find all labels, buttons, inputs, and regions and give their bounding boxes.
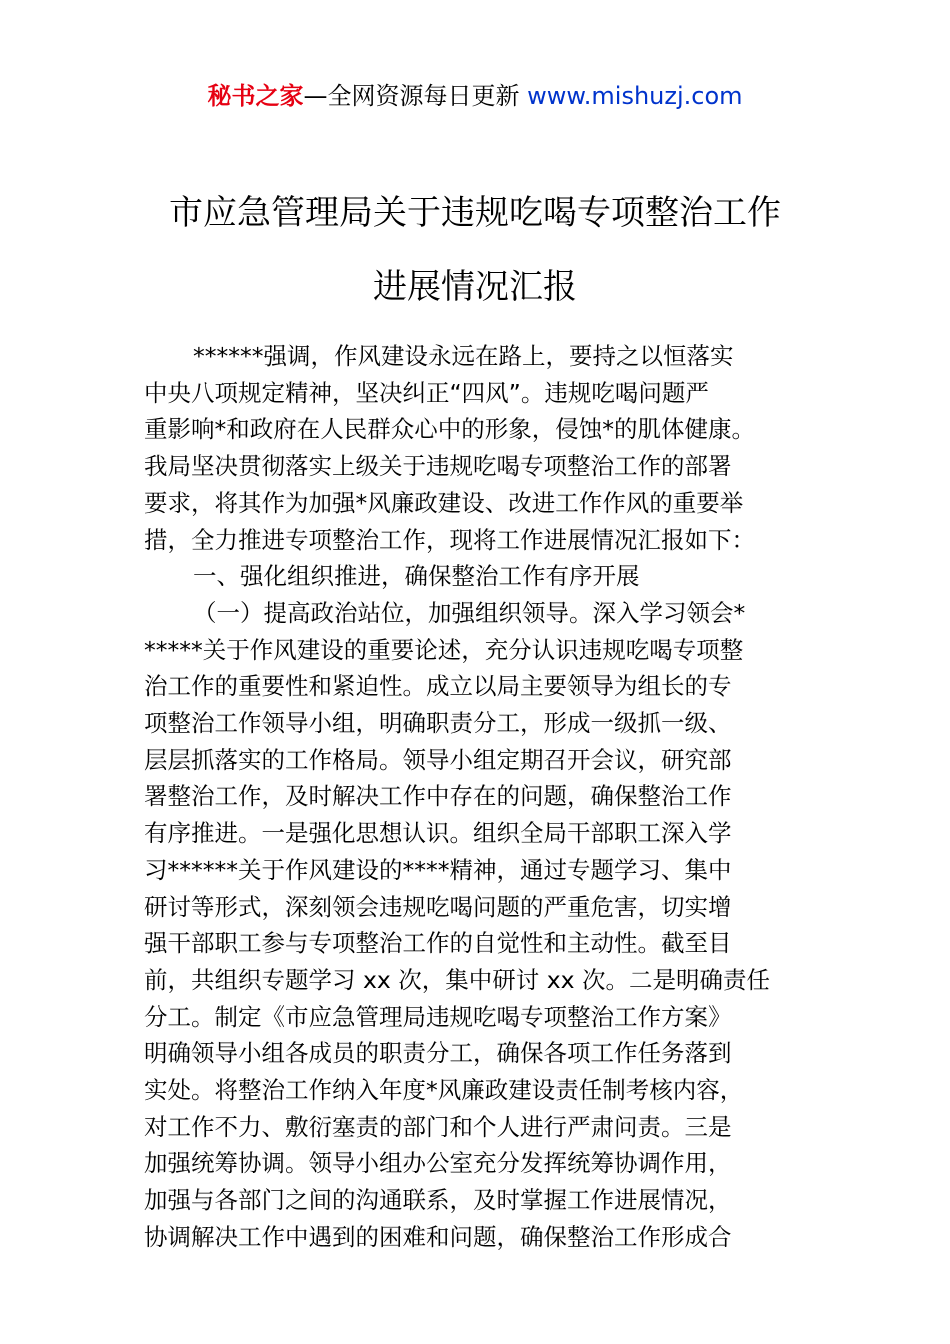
body-line: 中央八项规定精神，坚决纠正“四风”。违规吃喝问题严 — [144, 378, 709, 407]
body-line: 分工。制定《市应急管理局违规吃喝专项整治工作方案》 — [144, 1002, 732, 1031]
body-line: 要求，将其作为加强*风廉政建设、改进工作作风的重要举 — [144, 488, 744, 517]
section-heading: 一、强化组织推进，确保整治工作有序开展 — [193, 562, 640, 591]
body-line: 对工作不力、敷衍塞责的部门和个人进行严肃问责。三是 — [144, 1112, 732, 1141]
body-line: 加强与各部门之间的沟通联系，及时掌握工作进展情况， — [144, 1186, 732, 1215]
body-line: 治工作的重要性和紧迫性。成立以局主要领导为组长的专 — [144, 672, 732, 701]
body-line: 项整治工作领导小组，明确职责分工，形成一级抓一级、 — [144, 709, 732, 738]
body-line: *****关于作风建设的重要论述，充分认识违规吃喝专项整 — [144, 635, 744, 664]
brand-name: 秘书之家 — [207, 82, 304, 110]
body-line: 实处。将整治工作纳入年度*风廉政建设责任制考核内容， — [144, 1076, 744, 1105]
body-line: 习******关于作风建设的****精神，通过专题学习、集中 — [144, 855, 732, 884]
document-title — [0, 176, 950, 324]
body-line: 明确领导小组各成员的职责分工，确保各项工作任务落到 — [144, 1039, 732, 1068]
body-line: 重影响*和政府在人民群众心中的形象，侵蚀*的肌体健康。 — [144, 415, 755, 444]
body-line: 研讨等形式，深刻领会违规吃喝问题的严重危害，切实增 — [144, 892, 732, 921]
body-line: 加强统筹协调。领导小组办公室充分发挥统筹协调作用， — [144, 1149, 732, 1178]
body-line: 前，共组织专题学习 xx 次，集中研讨 xx 次。二是明确责任 — [144, 965, 771, 994]
body-line: 层层抓落实的工作格局。领导小组定期召开会议，研究部 — [144, 745, 732, 774]
body-line: 我局坚决贯彻落实上级关于违规吃喝专项整治工作的部署 — [144, 452, 732, 481]
site-header — [0, 78, 950, 114]
title-line-2: 进展情况汇报 — [373, 267, 577, 307]
body-line: 强干部职工参与专项整治工作的自觉性和主动性。截至目 — [144, 929, 732, 958]
body-line: ******强调，作风建设永远在路上，要持之以恒落实 — [193, 342, 734, 370]
body-line: 有序推进。一是强化思想认识。组织全局干部职工深入学 — [144, 819, 732, 848]
title-line-1: 市应急管理局关于违规吃喝专项整治工作 — [169, 193, 781, 233]
body-line: （一）提高政治站位，加强组织领导。深入学习领会* — [193, 598, 746, 627]
body-line: 署整治工作，及时解决工作中存在的问题，确保整治工作 — [144, 782, 732, 811]
tagline: —全网资源每日更新 — [303, 82, 528, 110]
body-line: 协调解决工作中遇到的困难和问题，确保整治工作形成合 — [144, 1222, 732, 1251]
body-line: 措，全力推进专项整治工作，现将工作进展情况汇报如下： — [144, 525, 755, 554]
document-body — [144, 338, 804, 1256]
site-url[interactable]: www.mishuzj.com — [527, 82, 743, 110]
